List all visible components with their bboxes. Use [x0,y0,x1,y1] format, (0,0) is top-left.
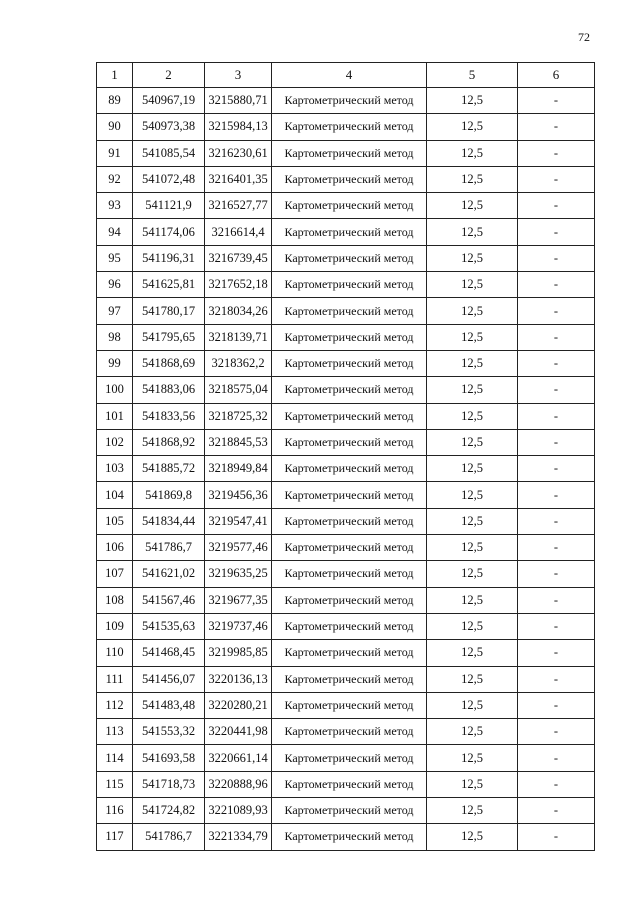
note-cell: - [518,272,595,298]
y-coordinate-cell: 3219737,46 [205,613,272,639]
accuracy-cell: 12,5 [427,245,518,271]
accuracy-cell: 12,5 [427,666,518,692]
note-cell: - [518,88,595,114]
table-row [97,88,595,114]
method-cell: Картометрический метод [272,587,427,613]
x-coordinate-cell: 541724,82 [133,798,205,824]
x-coordinate-cell: 541718,73 [133,771,205,797]
y-coordinate-cell: 3220661,14 [205,745,272,771]
point-number-cell: 90 [97,114,133,140]
y-coordinate-cell: 3218725,32 [205,403,272,429]
accuracy-cell: 12,5 [427,114,518,140]
x-coordinate-cell: 541885,72 [133,456,205,482]
table-row [97,219,595,245]
accuracy-cell: 12,5 [427,561,518,587]
note-cell: - [518,587,595,613]
table-row [97,719,595,745]
accuracy-cell: 12,5 [427,613,518,639]
point-number-cell: 106 [97,535,133,561]
header-cell: 6 [518,63,595,88]
header-cell: 5 [427,63,518,88]
y-coordinate-cell: 3221089,93 [205,798,272,824]
accuracy-cell: 12,5 [427,771,518,797]
method-cell: Картометрический метод [272,324,427,350]
x-coordinate-cell: 541196,31 [133,245,205,271]
note-cell: - [518,535,595,561]
note-cell: - [518,640,595,666]
y-coordinate-cell: 3219635,25 [205,561,272,587]
method-cell: Картометрический метод [272,561,427,587]
x-coordinate-cell: 541174,06 [133,219,205,245]
y-coordinate-cell: 3219677,35 [205,587,272,613]
point-number-cell: 91 [97,140,133,166]
header-cell: 4 [272,63,427,88]
y-coordinate-cell: 3218139,71 [205,324,272,350]
accuracy-cell: 12,5 [427,640,518,666]
accuracy-cell: 12,5 [427,824,518,850]
method-cell: Картометрический метод [272,193,427,219]
accuracy-cell: 12,5 [427,298,518,324]
method-cell: Картометрический метод [272,88,427,114]
accuracy-cell: 12,5 [427,219,518,245]
table-row [97,482,595,508]
accuracy-cell: 12,5 [427,535,518,561]
y-coordinate-cell: 3216401,35 [205,166,272,192]
y-coordinate-cell: 3218949,84 [205,456,272,482]
y-coordinate-cell: 3220441,98 [205,719,272,745]
coordinates-table [96,62,595,851]
table-row [97,456,595,482]
point-number-cell: 108 [97,587,133,613]
table-row [97,114,595,140]
x-coordinate-cell: 541535,63 [133,613,205,639]
method-cell: Картометрический метод [272,535,427,561]
table-row [97,692,595,718]
table-row [97,272,595,298]
method-cell: Картометрический метод [272,140,427,166]
accuracy-cell: 12,5 [427,719,518,745]
point-number-cell: 98 [97,324,133,350]
note-cell: - [518,482,595,508]
y-coordinate-cell: 3220280,21 [205,692,272,718]
point-number-cell: 102 [97,429,133,455]
table-row [97,640,595,666]
table-header-row [97,63,595,88]
accuracy-cell: 12,5 [427,88,518,114]
note-cell: - [518,824,595,850]
y-coordinate-cell: 3217652,18 [205,272,272,298]
y-coordinate-cell: 3218575,04 [205,377,272,403]
x-coordinate-cell: 541780,17 [133,298,205,324]
note-cell: - [518,508,595,534]
y-coordinate-cell: 3215984,13 [205,114,272,140]
note-cell: - [518,429,595,455]
x-coordinate-cell: 541868,92 [133,429,205,455]
point-number-cell: 112 [97,692,133,718]
note-cell: - [518,798,595,824]
table-row [97,587,595,613]
accuracy-cell: 12,5 [427,482,518,508]
y-coordinate-cell: 3218362,2 [205,350,272,376]
note-cell: - [518,745,595,771]
method-cell: Картометрический метод [272,640,427,666]
note-cell: - [518,666,595,692]
note-cell: - [518,561,595,587]
x-coordinate-cell: 541693,58 [133,745,205,771]
method-cell: Картометрический метод [272,666,427,692]
table-row [97,824,595,850]
table-row [97,377,595,403]
note-cell: - [518,245,595,271]
accuracy-cell: 12,5 [427,403,518,429]
header-cell: 2 [133,63,205,88]
x-coordinate-cell: 541121,9 [133,193,205,219]
point-number-cell: 95 [97,245,133,271]
header-cell: 3 [205,63,272,88]
note-cell: - [518,350,595,376]
table-row [97,798,595,824]
method-cell: Картометрический метод [272,219,427,245]
point-number-cell: 99 [97,350,133,376]
method-cell: Картометрический метод [272,692,427,718]
point-number-cell: 109 [97,613,133,639]
note-cell: - [518,692,595,718]
y-coordinate-cell: 3216230,61 [205,140,272,166]
x-coordinate-cell: 541868,69 [133,350,205,376]
note-cell: - [518,324,595,350]
point-number-cell: 94 [97,219,133,245]
y-coordinate-cell: 3220888,96 [205,771,272,797]
point-number-cell: 93 [97,193,133,219]
accuracy-cell: 12,5 [427,692,518,718]
note-cell: - [518,613,595,639]
point-number-cell: 105 [97,508,133,534]
accuracy-cell: 12,5 [427,350,518,376]
point-number-cell: 97 [97,298,133,324]
x-coordinate-cell: 541483,48 [133,692,205,718]
table-row [97,324,595,350]
accuracy-cell: 12,5 [427,193,518,219]
x-coordinate-cell: 541456,07 [133,666,205,692]
point-number-cell: 113 [97,719,133,745]
accuracy-cell: 12,5 [427,508,518,534]
x-coordinate-cell: 540967,19 [133,88,205,114]
method-cell: Картометрический метод [272,272,427,298]
accuracy-cell: 12,5 [427,456,518,482]
point-number-cell: 107 [97,561,133,587]
accuracy-cell: 12,5 [427,377,518,403]
point-number-cell: 103 [97,456,133,482]
point-number-cell: 96 [97,272,133,298]
x-coordinate-cell: 541883,06 [133,377,205,403]
table-row [97,403,595,429]
method-cell: Картометрический метод [272,245,427,271]
note-cell: - [518,219,595,245]
accuracy-cell: 12,5 [427,324,518,350]
point-number-cell: 111 [97,666,133,692]
table-row [97,429,595,455]
x-coordinate-cell: 541795,65 [133,324,205,350]
table-row [97,666,595,692]
point-number-cell: 117 [97,824,133,850]
x-coordinate-cell: 541625,81 [133,272,205,298]
header-cell: 1 [97,63,133,88]
point-number-cell: 114 [97,745,133,771]
note-cell: - [518,166,595,192]
x-coordinate-cell: 541567,46 [133,587,205,613]
method-cell: Картометрический метод [272,403,427,429]
note-cell: - [518,403,595,429]
accuracy-cell: 12,5 [427,745,518,771]
x-coordinate-cell: 541833,56 [133,403,205,429]
method-cell: Картометрический метод [272,798,427,824]
accuracy-cell: 12,5 [427,272,518,298]
method-cell: Картометрический метод [272,456,427,482]
accuracy-cell: 12,5 [427,429,518,455]
point-number-cell: 104 [97,482,133,508]
point-number-cell: 116 [97,798,133,824]
accuracy-cell: 12,5 [427,798,518,824]
note-cell: - [518,193,595,219]
method-cell: Картометрический метод [272,613,427,639]
note-cell: - [518,456,595,482]
y-coordinate-cell: 3219985,85 [205,640,272,666]
point-number-cell: 101 [97,403,133,429]
x-coordinate-cell: 541072,48 [133,166,205,192]
accuracy-cell: 12,5 [427,140,518,166]
note-cell: - [518,298,595,324]
table-row [97,193,595,219]
y-coordinate-cell: 3216739,45 [205,245,272,271]
y-coordinate-cell: 3218845,53 [205,429,272,455]
method-cell: Картометрический метод [272,745,427,771]
method-cell: Картометрический метод [272,508,427,534]
method-cell: Картометрический метод [272,824,427,850]
method-cell: Картометрический метод [272,719,427,745]
method-cell: Картометрический метод [272,114,427,140]
point-number-cell: 110 [97,640,133,666]
table-row [97,745,595,771]
x-coordinate-cell: 541468,45 [133,640,205,666]
y-coordinate-cell: 3216614,4 [205,219,272,245]
table-row [97,245,595,271]
note-cell: - [518,377,595,403]
y-coordinate-cell: 3220136,13 [205,666,272,692]
x-coordinate-cell: 541553,32 [133,719,205,745]
point-number-cell: 115 [97,771,133,797]
method-cell: Картометрический метод [272,350,427,376]
point-number-cell: 92 [97,166,133,192]
y-coordinate-cell: 3215880,71 [205,88,272,114]
y-coordinate-cell: 3219547,41 [205,508,272,534]
table-row [97,561,595,587]
table-row [97,350,595,376]
x-coordinate-cell: 541621,02 [133,561,205,587]
note-cell: - [518,140,595,166]
point-number-cell: 100 [97,377,133,403]
x-coordinate-cell: 541834,44 [133,508,205,534]
x-coordinate-cell: 541869,8 [133,482,205,508]
y-coordinate-cell: 3219577,46 [205,535,272,561]
method-cell: Картометрический метод [272,166,427,192]
y-coordinate-cell: 3219456,36 [205,482,272,508]
x-coordinate-cell: 540973,38 [133,114,205,140]
method-cell: Картометрический метод [272,377,427,403]
accuracy-cell: 12,5 [427,587,518,613]
method-cell: Картометрический метод [272,429,427,455]
table-row [97,535,595,561]
note-cell: - [518,114,595,140]
method-cell: Картометрический метод [272,771,427,797]
x-coordinate-cell: 541085,54 [133,140,205,166]
table-row [97,771,595,797]
table-row [97,140,595,166]
note-cell: - [518,771,595,797]
x-coordinate-cell: 541786,7 [133,824,205,850]
accuracy-cell: 12,5 [427,166,518,192]
point-number-cell: 89 [97,88,133,114]
y-coordinate-cell: 3221334,79 [205,824,272,850]
table-row [97,613,595,639]
table-row [97,166,595,192]
method-cell: Картометрический метод [272,298,427,324]
y-coordinate-cell: 3216527,77 [205,193,272,219]
method-cell: Картометрический метод [272,482,427,508]
page-number: 72 [578,30,590,44]
y-coordinate-cell: 3218034,26 [205,298,272,324]
note-cell: - [518,719,595,745]
table-row [97,508,595,534]
x-coordinate-cell: 541786,7 [133,535,205,561]
table-row [97,298,595,324]
